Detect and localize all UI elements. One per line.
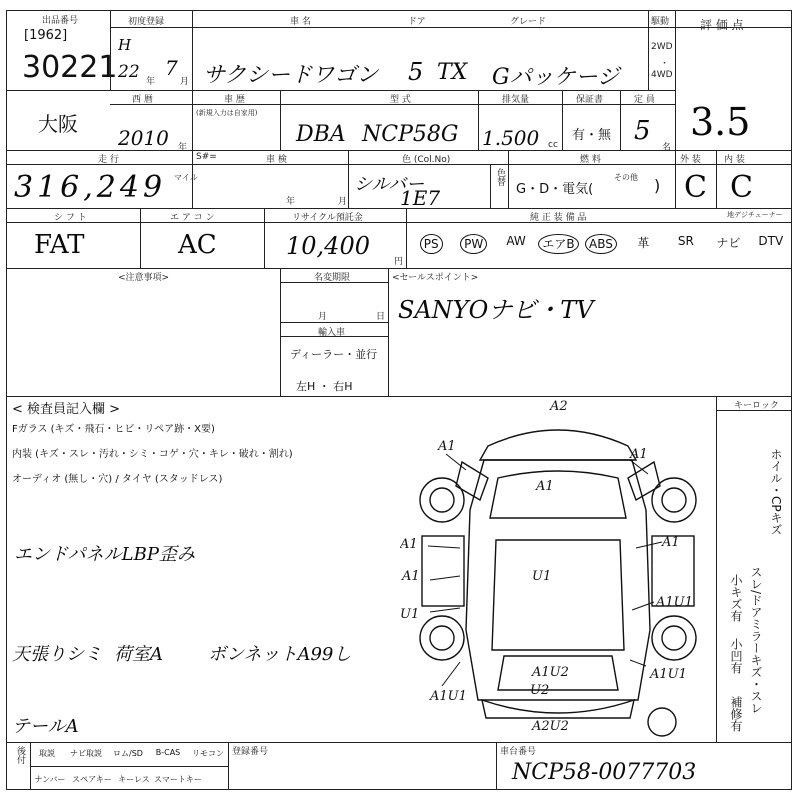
damage-mark: A2 bbox=[550, 400, 568, 414]
note-roof-lining: 天張りシミ bbox=[12, 644, 102, 665]
damage-mark: A1 bbox=[536, 479, 554, 494]
displacement: 1.500 bbox=[482, 126, 540, 150]
inspection-label: 車 検 bbox=[266, 155, 287, 165]
side-label-small-scratch: 小キズ有 bbox=[729, 574, 743, 622]
equipment-list bbox=[410, 226, 792, 266]
equipment-item: AW bbox=[506, 234, 526, 248]
color-change-label: 色替 bbox=[495, 168, 505, 186]
lot-label: 出品番号 bbox=[42, 16, 79, 26]
grade-short: TX bbox=[437, 60, 468, 85]
equipment-item: PW bbox=[452, 234, 494, 254]
color-label: 色 (Col.No) bbox=[402, 155, 451, 165]
damage-mark: U1 bbox=[400, 607, 420, 622]
color-code: 1E7 bbox=[400, 186, 441, 210]
fuel-other: その他 bbox=[614, 173, 638, 182]
shift-label: シ フ ト bbox=[54, 213, 87, 223]
option-item: ナンバー bbox=[34, 775, 66, 784]
auction-sheet: 出品番号 [1962] 30221 初度登録 H 22 年 7 月 車 名 サクシードワゴン ドア 5 TX グレード Gパッケージ 駆動 2WD ・ 4WD 評 価 点 3.5 大阪 西 暦 2010 年 車 歴 (新規入力は自家用) 型 式 DBA NCP58G 排気量 1.500 cc 保証書 有・無 定 員 5 名 走 行 316,249 マイル S#= 車 検 年 月 色 (Col.No) シルバー 1E7 色替 燃 料 G・D・電気( その他 ) 外 装 C 内 装 C シ フ ト FAT エ ア コ ン AC リサイクル預託金 10,400 円 純 正 装 備 品 地デジチューナー PS PW AW エアB ABS 革 SR ナビ DTV <注意事項> 名変期限 月 日 輸入車 ディーラー・並行 左H ・ 右H <セールスポイント> SANYOナビ・TV < 検査員記入欄 > Fガラス (キズ・飛石・ヒビ・リペア跡・X要) 内装 (キズ・スレ・汚れ・シミ・コゲ・穴・キレ・破れ・割れ) オーディオ (無し・穴) / タイヤ (スタッドレス) エンドパネルLBP歪み 天張りシミ 荷室A ボンネットA99し テールA キーロック ホイル・CPキズ スレ/ドアミラーキズ・スレ 小キズ有 小凹有 補修有 A2 A1 A1 A1 A1 A1 U1 U1 A1 A1U1 A1U2 U2 A1U1 A1U1 A2U2 後付 取説 ナビ取説 ロム/SD B-CAS リモコン ナンバー スペアキー キーレス スマートキー 登録番号 車台番号 NCP58-0077703 bbox=[0, 0, 800, 800]
model: NCP58G bbox=[362, 122, 459, 147]
lot-number: 30221 bbox=[22, 50, 118, 85]
score-label: 評 価 点 bbox=[700, 18, 744, 32]
equipment-item: PS bbox=[410, 234, 452, 254]
reg-label: 登録番号 bbox=[232, 747, 269, 757]
equipment-item: DTV bbox=[758, 234, 784, 248]
side-label-wheel: ホイル・CPキズ bbox=[769, 448, 783, 536]
first-reg-month: 7 bbox=[165, 56, 178, 80]
audio-line: オーディオ (無し・穴) / タイヤ (スタッドレス) bbox=[12, 474, 223, 485]
color: シルバー bbox=[354, 174, 425, 195]
damage-mark: U1 bbox=[532, 569, 552, 584]
exterior-label: 外 装 bbox=[680, 155, 701, 165]
equipment-item: 革 bbox=[637, 236, 650, 250]
interior-label: 内 装 bbox=[724, 155, 745, 165]
option-item: スペアキー bbox=[72, 775, 112, 784]
sales-label: <セールスポイント> bbox=[392, 273, 479, 283]
car-name: サクシードワゴン bbox=[203, 63, 379, 88]
warranty: 有・無 bbox=[572, 128, 612, 143]
first-reg-era: H bbox=[118, 36, 132, 54]
fuel-label: 燃 料 bbox=[580, 155, 601, 165]
equipment-item: SR bbox=[677, 234, 694, 248]
interior-line: 内装 (キズ・スレ・汚れ・シミ・コゲ・穴・キレ・破れ・割れ) bbox=[12, 449, 293, 460]
note-cargo: 荷室A bbox=[114, 644, 163, 665]
grade: Gパッケージ bbox=[492, 65, 620, 90]
equipment-item: ナビ bbox=[716, 236, 741, 250]
note-tail: テールA bbox=[12, 716, 79, 737]
history-note: (新規入力は自家用) bbox=[196, 109, 258, 117]
note-bonnet: ボンネットA99し bbox=[208, 644, 352, 665]
equipment-label: 純 正 装 備 品 bbox=[530, 213, 587, 223]
option-item: ロム/SD bbox=[113, 749, 143, 758]
side-label-repair: 補修有 bbox=[729, 696, 743, 732]
ac: AC bbox=[178, 230, 217, 260]
option-item: ナビ取説 bbox=[70, 749, 102, 758]
car-damage-diagram bbox=[400, 400, 716, 740]
drive-2wd: 2WD bbox=[651, 42, 673, 52]
score: 3.5 bbox=[690, 100, 751, 144]
ac-label: エ ア コ ン bbox=[170, 213, 215, 223]
side-label-small-dent: 小凹有 bbox=[729, 638, 743, 674]
chassis-label: 車台番号 bbox=[500, 747, 537, 757]
import-label: 輸入車 bbox=[318, 328, 346, 338]
notes-label: <注意事項> bbox=[118, 273, 170, 283]
displacement-label: 排気量 bbox=[502, 95, 530, 105]
exterior: C bbox=[684, 170, 707, 205]
keylock-label: キーロック bbox=[734, 401, 779, 411]
option-item: B-CAS bbox=[155, 748, 181, 757]
damage-mark: A1U2 bbox=[532, 665, 569, 680]
damage-mark: A1 bbox=[438, 439, 456, 454]
tuner-label: 地デジチューナー bbox=[727, 211, 783, 219]
equipment-item: ABS bbox=[580, 234, 622, 254]
inspector-title: < 検査員記入欄 > bbox=[12, 402, 121, 417]
side-label-mirror: スレ/ドアミラーキズ・スレ bbox=[749, 566, 763, 715]
chassis-number: NCP58-0077703 bbox=[512, 760, 697, 785]
doors: 5 bbox=[408, 58, 424, 86]
mileage: 316,249 bbox=[14, 170, 167, 205]
damage-mark: U2 bbox=[530, 683, 550, 698]
damage-mark: A1U1 bbox=[656, 595, 693, 610]
aftermarket-label: 後付 bbox=[15, 746, 25, 764]
location: 大阪 bbox=[38, 112, 78, 136]
interior: C bbox=[730, 170, 753, 205]
option-item: キーレス bbox=[118, 775, 150, 784]
mileage-unit: マイル bbox=[174, 173, 198, 182]
model-year-label: 西 暦 bbox=[132, 95, 153, 105]
damage-mark: A1U1 bbox=[430, 689, 467, 704]
damage-mark: A1U1 bbox=[650, 667, 687, 682]
damage-mark: A1 bbox=[662, 535, 680, 550]
recycle-label: リサイクル預託金 bbox=[292, 213, 363, 223]
equipment-item: エアB bbox=[537, 234, 579, 254]
model-label: 型 式 bbox=[390, 95, 411, 105]
model-year: 2010 bbox=[118, 126, 169, 150]
damage-mark: A1 bbox=[630, 447, 648, 462]
history-label: 車 歴 bbox=[224, 95, 245, 105]
damage-mark: A2U2 bbox=[532, 719, 569, 734]
drive-label: 駆動 bbox=[651, 17, 670, 27]
sales-point: SANYOナビ・TV bbox=[398, 296, 594, 324]
mileage-label: 走 行 bbox=[98, 155, 119, 165]
first-reg-label: 初度登録 bbox=[128, 17, 165, 27]
transfer-label: 名変期限 bbox=[314, 273, 351, 283]
option-item: スマートキー bbox=[154, 775, 202, 784]
note-end-panel: エンドパネルLBP歪み bbox=[14, 544, 195, 565]
grade-label: グレード bbox=[510, 17, 547, 27]
door-label: ドア bbox=[408, 17, 426, 27]
capacity-label: 定 員 bbox=[634, 95, 655, 105]
capacity: 5 bbox=[634, 116, 651, 146]
fuel-options: G・D・電気( bbox=[516, 182, 594, 197]
option-item: リモコン bbox=[192, 749, 224, 758]
glass-line: Fガラス (キズ・飛石・ヒビ・リペア跡・X要) bbox=[12, 424, 215, 435]
lot-year: [1962] bbox=[24, 28, 68, 43]
warranty-label: 保証書 bbox=[576, 95, 604, 105]
damage-mark: A1 bbox=[402, 569, 420, 584]
car-name-label: 車 名 bbox=[290, 17, 311, 27]
handle: 左H ・ 右H bbox=[296, 380, 353, 393]
recycle: 10,400 bbox=[286, 232, 370, 260]
dealer: ディーラー・並行 bbox=[290, 348, 378, 361]
drive-4wd: 4WD bbox=[651, 70, 673, 80]
damage-mark: A1 bbox=[400, 537, 418, 552]
first-reg-year: 22 bbox=[118, 62, 140, 82]
model-prefix: DBA bbox=[296, 122, 346, 147]
shift: FAT bbox=[34, 230, 85, 260]
option-item: 取説 bbox=[39, 749, 55, 758]
